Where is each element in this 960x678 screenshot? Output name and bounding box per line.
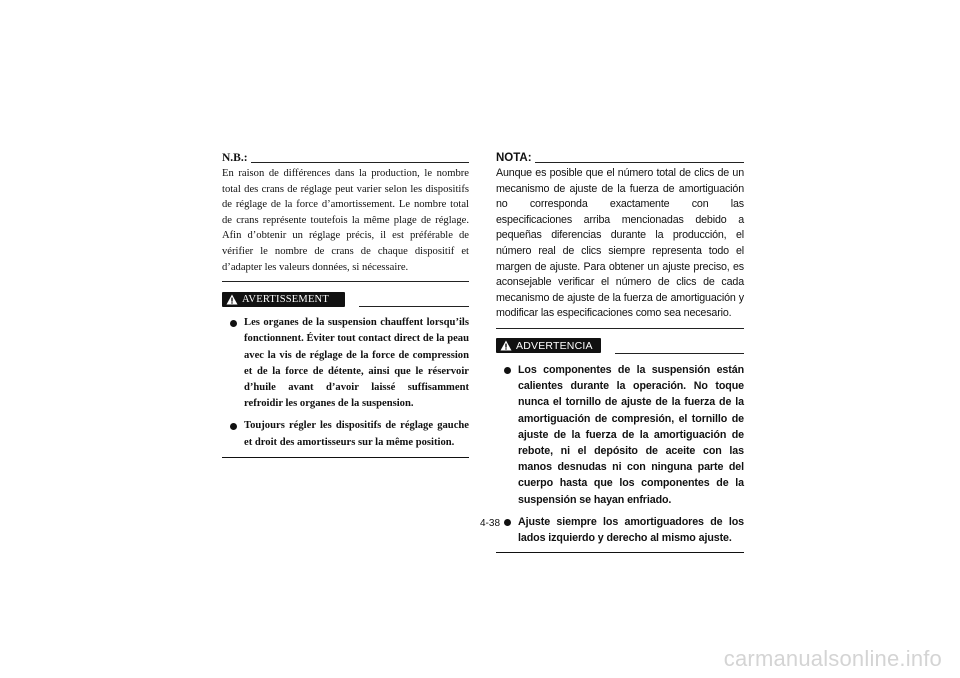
note-rule — [251, 162, 469, 163]
note-header — [222, 150, 469, 164]
warning-badge — [496, 338, 601, 353]
bullet-dot-icon — [230, 423, 237, 430]
list-item — [496, 514, 744, 546]
warning-triangle-icon — [500, 340, 512, 351]
french-column — [222, 150, 469, 458]
warning-label: ADVERTENCIA — [516, 339, 593, 352]
warning-text: Los componentes de la suspensión están calientes durante la operación. No toque nunca el tornillo de ajuste de la fuerza de la amortiguación de compresión, el tornillo de ajuste de la fuerza de la amortiguación de rebote, ni el depósito de aceite con las manos desnudas ni con ninguna parte del cuerpo hasta que los componentes de la suspensión se hayan enfriado. — [518, 363, 744, 506]
warning-label: AVERTISSEMENT — [242, 293, 329, 305]
list-item — [496, 362, 744, 508]
warning-text: Ajuste siempre los amortiguadores de los lados izquierdo y derecho al mismo ajuste. — [518, 515, 744, 544]
note-label: N.B.: — [222, 152, 248, 164]
warning-header — [222, 291, 469, 307]
page-number: 4-38 — [479, 518, 500, 529]
note-header — [496, 150, 744, 164]
warning-text: Les organes de la suspension chauffent lorsqu’ils fonctionnent. Éviter tout contact direct de la peau avec la vis de réglage de la force de compression et de la force de détente, ainsi que le réservoir d’huile avant d’avoir laissé suffisamment refroidir les organes de la suspension. — [244, 317, 469, 410]
note-rule — [535, 162, 744, 163]
note-end-rule — [222, 281, 469, 282]
warning-header — [496, 338, 744, 354]
list-item — [222, 315, 469, 412]
note-label: NOTA: — [496, 152, 532, 164]
warning-rule — [359, 306, 469, 307]
note-text: En raison de différences dans la production, le nombre total des crans de réglage peut varier selon les dispositifs de réglage de la force d’amortissement. Le nombre total de crans représente toutefois la même plage de réglage. Afin d’obtenir un réglage précis, il est préférable de vérifier le nombre de crans de chaque dispositif et d’adapter les valeurs données, si nécessaire. — [222, 168, 469, 273]
bullet-dot-icon — [230, 320, 237, 327]
note-end-rule — [496, 328, 744, 329]
spanish-column — [496, 150, 744, 553]
warning-text: Toujours régler les dispositifs de réglage gauche et droit des amortisseurs sur la même position. — [244, 420, 469, 448]
note-text: Aunque es posible que el número total de clics de un mecanismo de ajuste de la fuerza de amortiguación no corresponda exactamente con las especificaciones arriba mencionadas debido a pequeñas diferencias durante la producción, el número real de clics siempre representa todo el margen de ajuste. Para obtener un ajuste preciso, es aconsejable verificar el número de clics de cada mecanismo de ajuste de la fuerza de amortiguación y modificar las especificaciones como sea necesario. — [496, 167, 744, 320]
watermark: carmanualsonline.info — [723, 646, 942, 671]
warning-triangle-icon — [226, 294, 238, 305]
list-item — [222, 418, 469, 450]
bullet-dot-icon — [504, 367, 511, 374]
warning-list — [222, 315, 469, 451]
warning-list — [496, 362, 744, 546]
warning-end-rule — [496, 552, 744, 553]
warning-rule — [615, 353, 744, 354]
warning-end-rule — [222, 457, 469, 458]
warning-badge — [222, 292, 345, 307]
